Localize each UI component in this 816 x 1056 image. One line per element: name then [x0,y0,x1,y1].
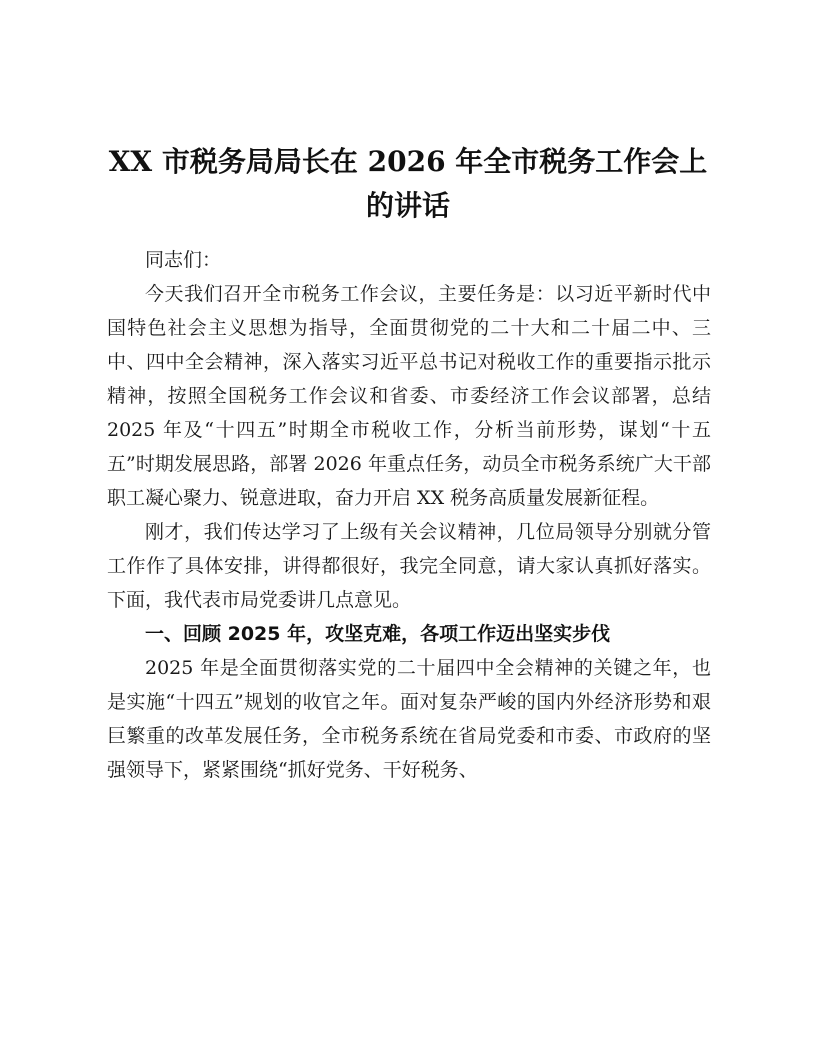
title-line-2: 的讲话 [365,189,450,222]
title-line-1: XX 市税务局局长在 2026 年全市税务工作会上 [108,145,708,178]
paragraph-review-2025: 2025 年是全面贯彻落实党的二十届四中全会精神的关键之年，也是实施“十四五”规划的收官之年。面对复杂严峻的国内外经济形势和艰巨繁重的改革发展任务，全市税务系统在省局党委和市委、市政府的坚强领导下，紧紧围绕“抓好党务、干好税务、 [107,657,711,781]
paragraph-opening: 今天我们召开全市税务工作会议，主要任务是：以习近平新时代中国特色社会主义思想为指导，全面贯彻党的二十大和二十届二中、三中、四中全会精神，深入落实习近平总书记对税收工作的重要指示批示精神，按照全国税务工作会议和省委、市委经济工作会议部署，总结 2025 年及“十四五”时期全市税收工作，分析当前形势，谋划“十五五”时期发展思路，部署 2026 年重点任务，动员全市税务系统广大干部职工凝心聚力、锐意进取，奋力开启 XX 税务高质量发展新征程。 [107,283,711,509]
paragraph-transition: 刚才，我们传达学习了上级有关会议精神，几位局领导分别就分管工作作了具体安排，讲得都很好，我完全同意，请大家认真抓好落实。下面，我代表市局党委讲几点意见。 [107,521,711,611]
section-heading-1: 一、回顾 2025 年，攻坚克难，各项工作迈出坚实步伐 [145,623,611,645]
document-title [100,140,716,228]
document-body [107,243,711,787]
salutation: 同志们： [145,249,222,271]
